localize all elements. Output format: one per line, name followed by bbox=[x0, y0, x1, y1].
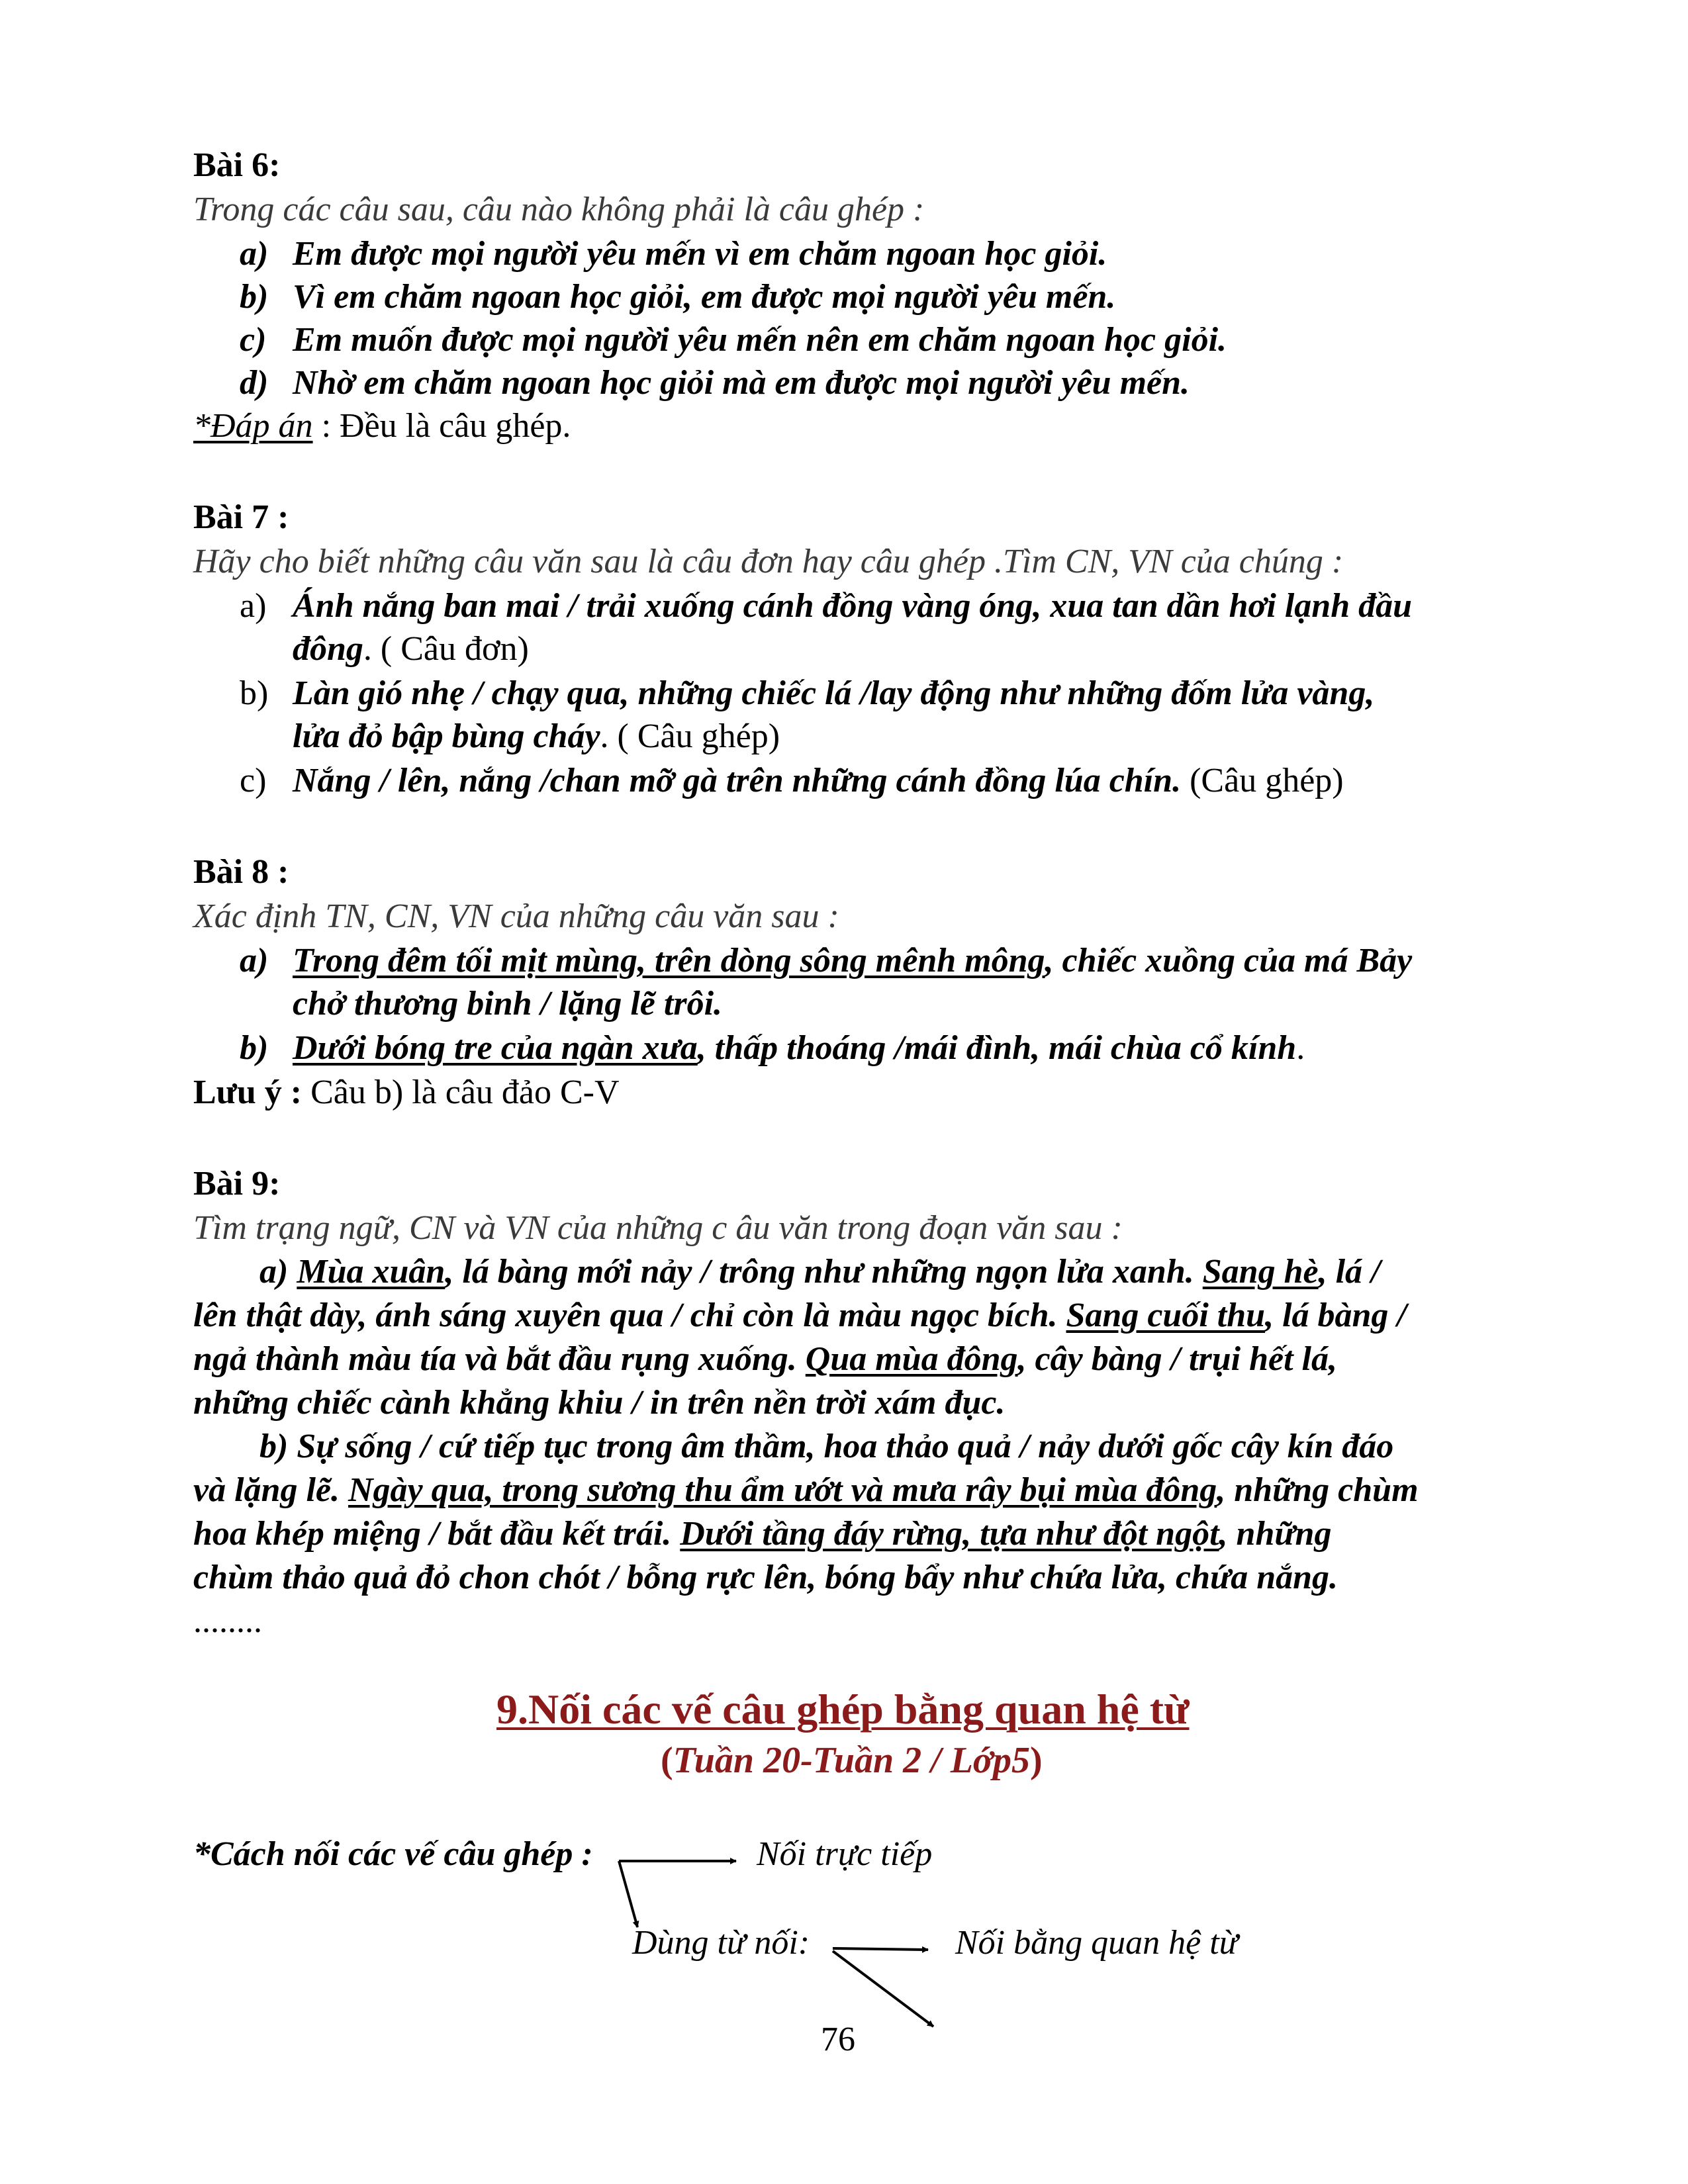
bai9-prompt: Tìm trạng ngữ, CN và VN của những c âu văn trong đoạn văn sau : bbox=[193, 1209, 1123, 1247]
bai6-heading: Bài 6: bbox=[193, 146, 281, 184]
bai7-sentence-b: b) Làn gió nhẹ / chạy qua, những chiếc lá /lay động như những đốm lửa vàng, bbox=[240, 674, 1375, 712]
diagram-root-label: *Cách nối các vế câu ghép : bbox=[193, 1835, 593, 1873]
bai8-note: Lưu ý : Câu b) là câu đảo C-V bbox=[193, 1073, 620, 1111]
bai6-option-c: c) Em muốn được mọi người yêu mến nên em chăm ngoan học giỏi. bbox=[240, 321, 1227, 359]
bai9-paragraph-b-line3: hoa khép miệng / bắt đầu kết trái. Dưới tầng đáy rừng, tựa như đột ngột, những bbox=[193, 1515, 1332, 1553]
bai9-paragraph-a-line1: a) Mùa xuân, lá bàng mới nảy / trông như những ngọn lửa xanh. Sang hè, lá / bbox=[259, 1253, 1381, 1291]
bai8-sentence-a: a) Trong đêm tối mịt mùng, trên dòng sông mênh mông, chiếc xuồng của má Bảy bbox=[240, 942, 1413, 979]
bai7-prompt: Hãy cho biết những câu văn sau là câu đơn hay câu ghép .Tìm CN, VN của chúng : bbox=[193, 543, 1344, 580]
bai9-paragraph-a-line2: lên thật dày, ánh sáng xuyên qua / chỉ còn là màu ngọc bích. Sang cuối thu, lá bàng / bbox=[193, 1297, 1407, 1334]
bai7-sentence-a: a) Ánh nắng ban mai / trải xuống cánh đồng vàng óng, xua tan dần hơi lạnh đầu bbox=[240, 587, 1413, 625]
bai7-sentence-a-cont: đông. ( Câu đơn) bbox=[293, 630, 529, 668]
bai6-option-b: b) Vì em chăm ngoan học giỏi, em được mọi người yêu mến. bbox=[240, 278, 1116, 316]
bai9-ellipsis: ........ bbox=[193, 1602, 262, 1640]
bai9-paragraph-a-line3: ngả thành màu tía và bắt đầu rụng xuống. Qua mùa đông, cây bàng / trụi hết lá, bbox=[193, 1340, 1338, 1378]
bai6-prompt: Trong các câu sau, câu nào không phải là câu ghép : bbox=[193, 191, 925, 228]
diagram-node-relation: Nối bằng quan hệ từ bbox=[955, 1924, 1239, 1962]
arrow-to-connector bbox=[619, 1861, 637, 1927]
bai9-paragraph-b-line2: và lặng lẽ. Ngày qua, trong sương thu ẩm ướt và mưa rây bụi mùa đông, những chùm bbox=[193, 1471, 1419, 1509]
arrow-to-relation bbox=[833, 1948, 928, 1950]
bai8-sentence-a-cont: chở thương binh / lặng lẽ trôi. bbox=[293, 985, 723, 1023]
bai9-paragraph-b-line4: chùm thảo quả đỏ chon chót / bỗng rực lên, bóng bẩy như chứa lửa, chứa nắng. bbox=[193, 1559, 1338, 1596]
diagram-node-connector: Dùng từ nối: bbox=[632, 1924, 810, 1962]
bai6-option-a: a) Em được mọi người yêu mến vì em chăm ngoan học giỏi. bbox=[240, 235, 1107, 273]
bai8-prompt: Xác định TN, CN, VN của những câu văn sau : bbox=[193, 897, 839, 935]
diagram-node-direct: Nối trực tiếp bbox=[757, 1835, 933, 1873]
arrow-to-blank bbox=[833, 1951, 933, 2026]
bai8-heading: Bài 8 : bbox=[193, 853, 289, 891]
bai9-paragraph-b-line1: b) Sự sống / cứ tiếp tục trong âm thầm, hoa thảo quả / nảy dưới gốc cây kín đáo bbox=[259, 1428, 1394, 1465]
bai6-answer: *Đáp án : Đều là câu ghép. bbox=[193, 407, 571, 445]
bai7-heading: Bài 7 : bbox=[193, 498, 289, 536]
section-title: 9.Nối các vế câu ghép bằng quan hệ từ bbox=[496, 1686, 1190, 1733]
bai9-heading: Bài 9: bbox=[193, 1165, 281, 1203]
bai7-sentence-b-cont: lửa đỏ bập bùng cháy. ( Câu ghép) bbox=[293, 717, 780, 755]
bai7-sentence-c: c) Nắng / lên, nắng /chan mỡ gà trên những cánh đồng lúa chín. (Câu ghép) bbox=[240, 762, 1344, 799]
bai6-option-d: d) Nhờ em chăm ngoan học giỏi mà em được mọi người yêu mến. bbox=[240, 364, 1190, 402]
answer-label: *Đáp án bbox=[193, 407, 313, 445]
bai9-paragraph-a-line4: những chiếc cành khẳng khiu / in trên nền trời xám đục. bbox=[193, 1384, 1006, 1422]
section-subtitle: (Tuần 20-Tuần 2 / Lớp5) bbox=[661, 1740, 1043, 1781]
page-number: 76 bbox=[821, 2021, 855, 2058]
bai8-sentence-b: b) Dưới bóng tre của ngàn xưa, thấp thoáng /mái đình, mái chùa cổ kính. bbox=[240, 1029, 1305, 1067]
